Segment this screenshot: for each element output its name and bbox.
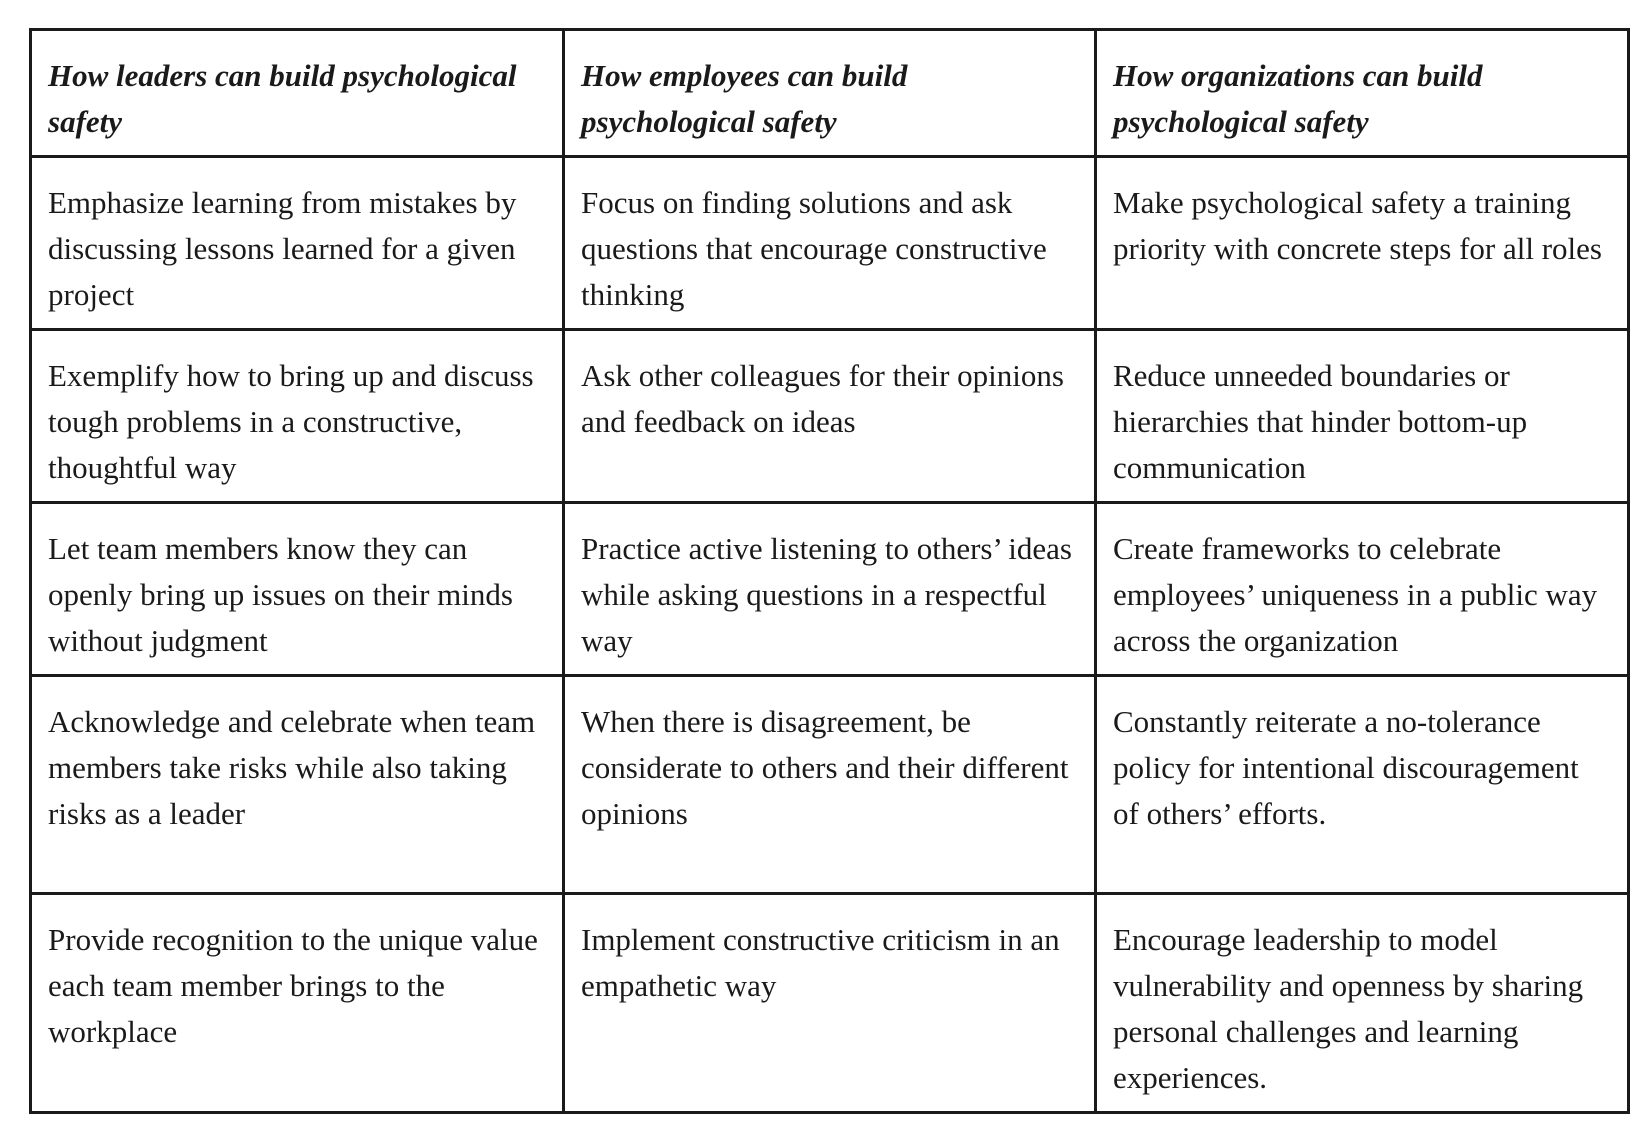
cell-organizations: Encourage leadership to model vulnerability and openness by sharing personal challenges and learning experiences.	[1096, 894, 1629, 1113]
table-row	[31, 676, 1629, 894]
cell-employees: Ask other colleagues for their opinions and feedback on ideas	[564, 330, 1096, 503]
table-row	[31, 157, 1629, 330]
cell-employees: Focus on finding solutions and ask questions that encourage constructive thinking	[564, 157, 1096, 330]
table-header-row	[31, 30, 1629, 157]
cell-organizations: Constantly reiterate a no-tolerance policy for intentional discouragement of others’ efforts.	[1096, 676, 1629, 894]
cell-organizations: Make psychological safety a training priority with concrete steps for all roles	[1096, 157, 1629, 330]
table-row	[31, 894, 1629, 1113]
cell-employees: Practice active listening to others’ ideas while asking questions in a respectful way	[564, 503, 1096, 676]
cell-leaders: Provide recognition to the unique value each team member brings to the workplace	[31, 894, 564, 1113]
cell-employees: Implement constructive criticism in an empathetic way	[564, 894, 1096, 1113]
cell-leaders: Emphasize learning from mistakes by discussing lessons learned for a given project	[31, 157, 564, 330]
cell-organizations: Reduce unneeded boundaries or hierarchies that hinder bottom-up communication	[1096, 330, 1629, 503]
header-organizations: How organizations can build psychological safety	[1096, 30, 1629, 157]
cell-organizations: Create frameworks to celebrate employees’ uniqueness in a public way across the organization	[1096, 503, 1629, 676]
cell-leaders: Let team members know they can openly bring up issues on their minds without judgment	[31, 503, 564, 676]
psychological-safety-table	[29, 28, 1630, 1114]
header-employees: How employees can build psychological safety	[564, 30, 1096, 157]
cell-leaders: Exemplify how to bring up and discuss tough problems in a constructive, thoughtful way	[31, 330, 564, 503]
cell-leaders: Acknowledge and celebrate when team members take risks while also taking risks as a leader	[31, 676, 564, 894]
header-leaders: How leaders can build psychological safety	[31, 30, 564, 157]
cell-employees: When there is disagreement, be considerate to others and their different opinions	[564, 676, 1096, 894]
table-row	[31, 503, 1629, 676]
table-row	[31, 330, 1629, 503]
